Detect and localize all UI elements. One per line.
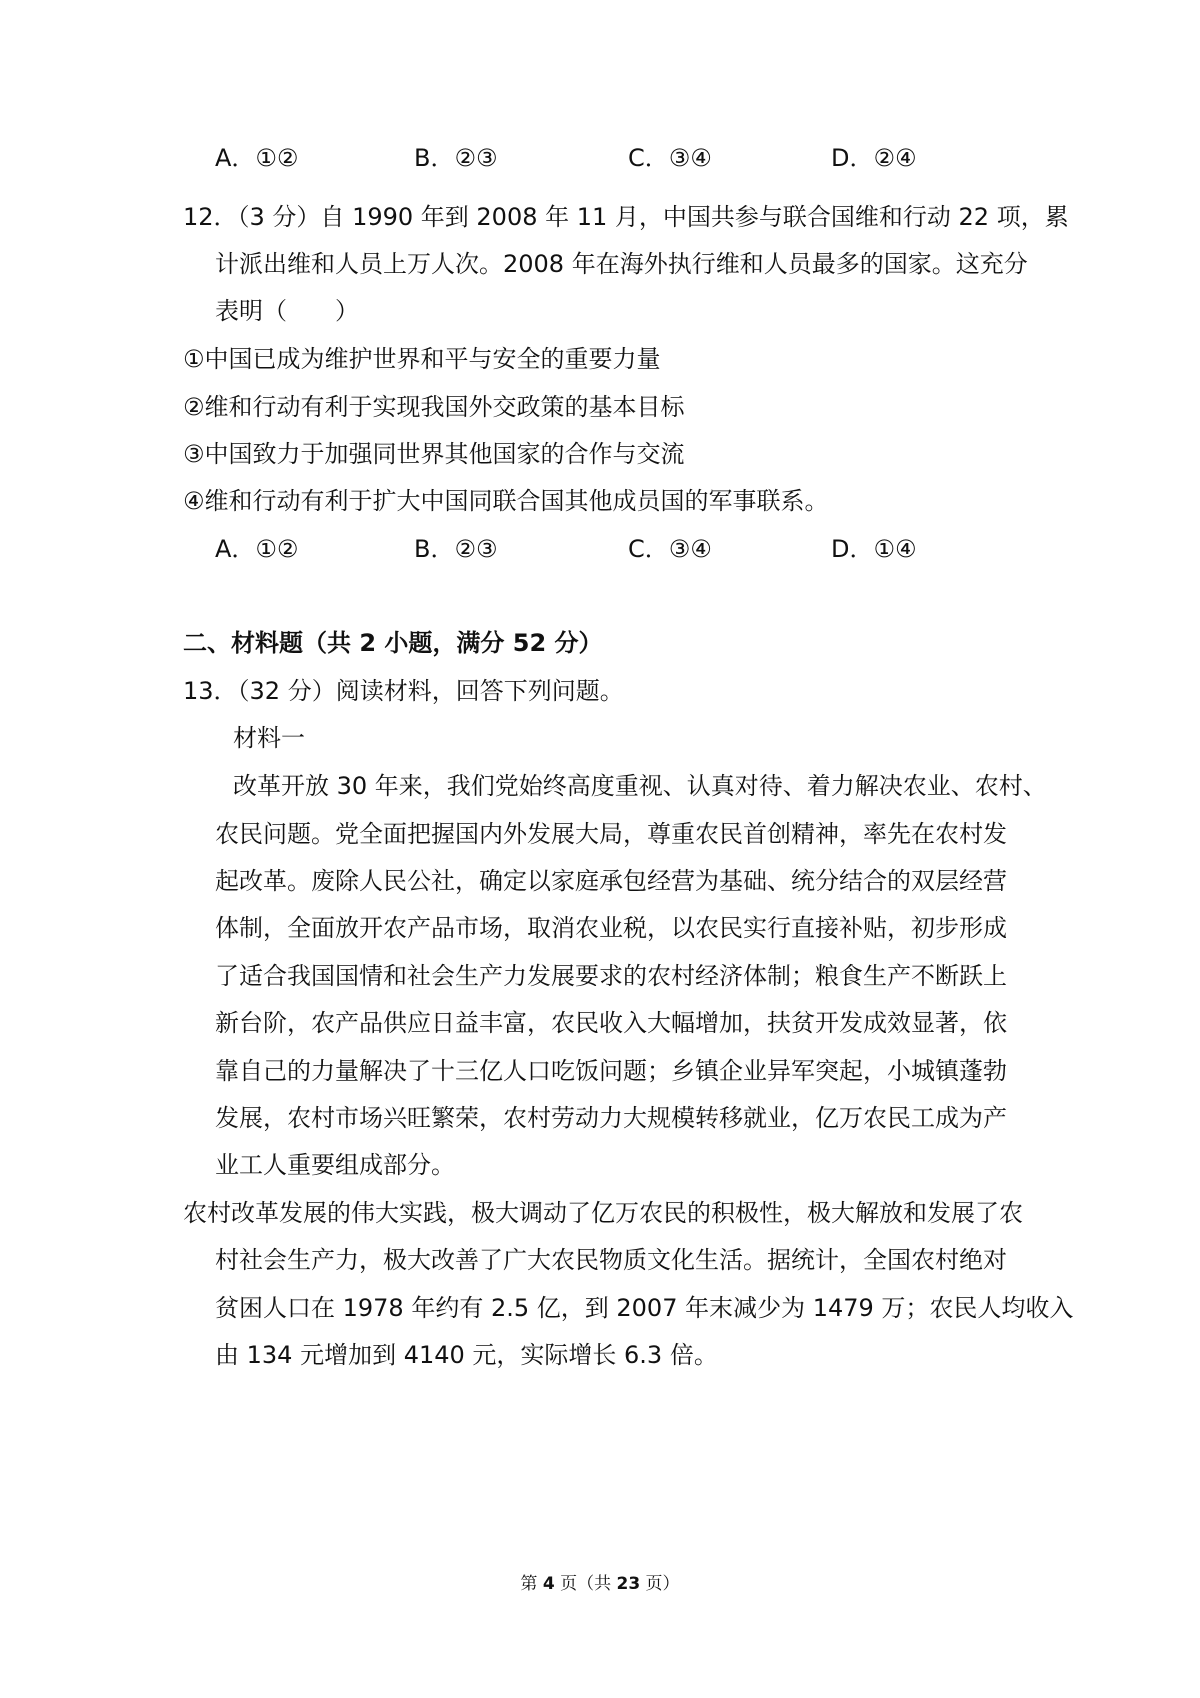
q13-material-line: 新台阶，农产品供应日益丰富，农民收入大幅增加，扶贫开发成效显著，依	[215, 1009, 1007, 1037]
q13-material-label: 材料一	[233, 724, 305, 752]
q13-material-line: 村社会生产力，极大改善了广大农民物质文化生活。据统计，全国农村绝对	[215, 1246, 1007, 1274]
q13-material-line: 贫困人口在 1978 年约有 2.5 亿，到 2007 年末减少为 1479 万；农民人均收入	[215, 1294, 1074, 1322]
q11-option-a: A．①②	[215, 144, 299, 172]
q13-material-line: 发展，农村市场兴旺繁荣，农村劳动力大规模转移就业，亿万农民工成为产	[215, 1104, 1007, 1132]
q12-statement-4: ④维和行动有利于扩大中国同联合国其他成员国的军事联系。	[183, 487, 829, 515]
footer-prefix: 第	[520, 1574, 543, 1594]
q13-material-line: 农民问题。党全面把握国内外发展大局，尊重农民首创精神，率先在农村发	[215, 820, 1007, 848]
q11-option-c: C．③④	[628, 144, 712, 172]
section-heading: 二、材料题（共 2 小题，满分 52 分）	[183, 629, 603, 657]
q13-material-line: 了适合我国国情和社会生产力发展要求的农村经济体制；粮食生产不断跃上	[215, 962, 1007, 990]
q13-material-line: 体制，全面放开农产品市场，取消农业税，以农民实行直接补贴，初步形成	[215, 914, 1007, 942]
q12-stem-line-3: 表明（ ）	[215, 297, 359, 325]
q13-material-line: 业工人重要组成部分。	[215, 1151, 455, 1179]
q12-stem-line-2: 计派出维和人员上万人次。2008 年在海外执行维和人员最多的国家。这充分	[215, 250, 1028, 278]
q13-material-line: 农村改革发展的伟大实践，极大调动了亿万农民的积极性，极大解放和发展了农	[183, 1199, 1023, 1227]
q11-option-b: B．②③	[414, 144, 498, 172]
q13-material-line: 起改革。废除人民公社，确定以家庭承包经营为基础、统分结合的双层经营	[215, 867, 1007, 895]
q12-stem-line-1: 12．（3 分）自 1990 年到 2008 年 11 月，中国共参与联合国维和行动 22 项，累	[183, 203, 1069, 231]
q12-statement-2: ②维和行动有利于实现我国外交政策的基本目标	[183, 393, 685, 421]
total-page-number: 23	[616, 1574, 641, 1594]
q13-material-line: 改革开放 30 年来，我们党始终高度重视、认真对待、着力解决农业、农村、	[233, 772, 1047, 800]
q12-statement-3: ③中国致力于加强同世界其他国家的合作与交流	[183, 440, 685, 468]
q13-material-line: 靠自己的力量解决了十三亿人口吃饭问题；乡镇企业异军突起，小城镇蓬勃	[215, 1057, 1007, 1085]
q12-statement-1: ①中国已成为维护世界和平与安全的重要力量	[183, 345, 661, 373]
current-page-number: 4	[542, 1574, 555, 1594]
q11-option-d: D．②④	[831, 144, 917, 172]
q12-option-b: B．②③	[414, 535, 498, 563]
q12-option-d: D．①④	[831, 535, 917, 563]
footer-suffix: 页）	[640, 1574, 680, 1594]
footer-middle: 页（共	[554, 1574, 617, 1594]
page-footer	[0, 1573, 1200, 1595]
q13-stem: 13．（32 分）阅读材料，回答下列问题。	[183, 677, 624, 705]
q13-material-line: 由 134 元增加到 4140 元，实际增长 6.3 倍。	[215, 1341, 718, 1369]
q12-option-c: C．③④	[628, 535, 712, 563]
q12-option-a: A．①②	[215, 535, 299, 563]
